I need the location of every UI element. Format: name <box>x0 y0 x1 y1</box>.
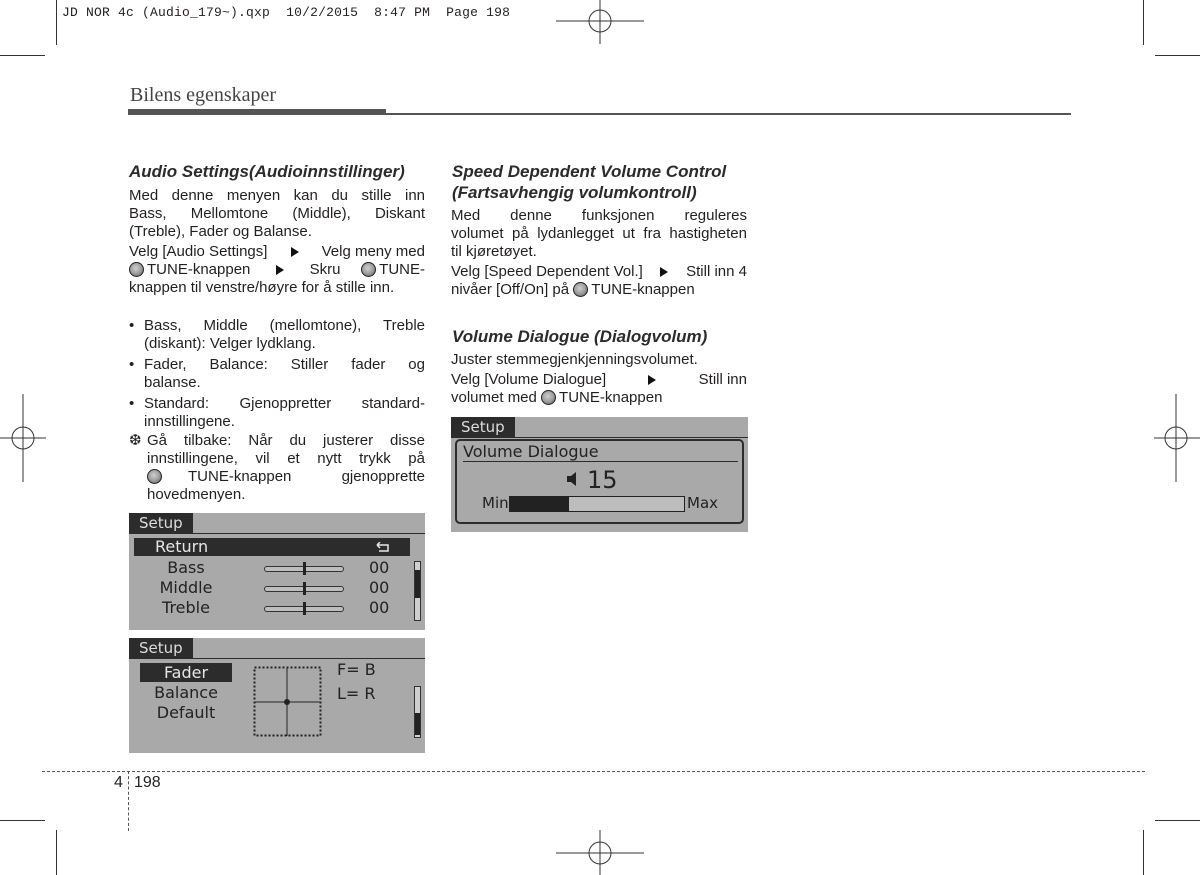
tone-row-treble[interactable]: Treble 00 <box>162 598 390 617</box>
bullet-item: • Bass, Middle (mellomtone), Treble (diskant): Velger lydklang. <box>129 317 425 353</box>
print-date: 10/2/2015 <box>286 5 359 20</box>
volume-dialogue-title: Volume Dialogue <box>463 442 599 461</box>
speaker-icon <box>565 470 581 488</box>
print-page: Page 198 <box>446 5 511 20</box>
fader-readout: F= B <box>337 660 376 679</box>
speed-volume-heading: Speed Dependent Volume Control (Fartsavhengig volumkontroll) <box>452 162 727 202</box>
footer-divider <box>128 771 129 831</box>
balance-readout: L= R <box>337 684 376 703</box>
middle-slider[interactable] <box>264 586 344 592</box>
arrow-right-icon <box>276 265 284 275</box>
footer-rule <box>42 771 1145 772</box>
volume-dialogue-panel <box>455 439 744 524</box>
setup-screen-fader <box>129 638 425 753</box>
volume-dialogue-heading: Volume Dialogue (Dialogvolum) <box>452 327 708 346</box>
volume-value: 15 <box>587 466 618 494</box>
bullet-item: • Standard: Gjenoppretter standard- innstillingene. <box>129 395 425 431</box>
audio-settings-heading: Audio Settings(Audioinnstillinger) <box>129 162 405 181</box>
note-symbol: ❆ <box>129 432 142 449</box>
tone-row-middle[interactable]: Middle 00 <box>159 578 390 597</box>
chapter-number: 4 <box>114 774 123 791</box>
tune-knob-icon <box>573 282 588 297</box>
print-time: 8:47 PM <box>374 5 431 20</box>
arrow-right-icon <box>660 267 668 277</box>
setup-screen-volume-dialogue <box>451 417 748 532</box>
intro-line: Bass, Mellomtone (Middle), Diskant <box>129 205 425 222</box>
audio-settings-intro <box>129 187 425 241</box>
tune-knob-icon <box>361 262 376 277</box>
menu-item-balance[interactable]: Balance <box>154 683 218 702</box>
return-row[interactable] <box>134 538 410 556</box>
instruction-line: knappen til venstre/høyre for å stille inn. <box>129 279 395 296</box>
volume-level-fill <box>510 497 569 511</box>
arrow-right-icon <box>291 247 299 257</box>
print-file: JD NOR 4c (Audio_179~).qxp <box>62 5 271 20</box>
title-rule-dark <box>128 109 386 115</box>
setup-tab: Setup <box>129 513 193 533</box>
return-arrow-icon <box>375 542 391 553</box>
volume-dialogue-text: Juster stemmegjenkjenningsvolumet. Velg [Volume Dialogue] Still inn volumet med TUNE-knappen <box>451 351 747 406</box>
return-label: Return <box>155 537 209 556</box>
go-back-note: ❆ Gå tilbake: Når du justerer disse innstillingene, vil et nytt trykk på TUNE-knappen gjenopprette hovedmenyen. <box>129 432 425 503</box>
bass-slider[interactable] <box>264 566 344 572</box>
audio-settings-bullets <box>129 317 425 434</box>
min-label: Min <box>482 494 509 512</box>
setup-tab: Setup <box>451 417 515 437</box>
page-title: Bilens egenskaper <box>130 84 277 106</box>
menu-item-default[interactable]: Default <box>156 703 216 722</box>
audio-settings-instructions <box>129 243 425 297</box>
max-label: Max <box>687 494 719 512</box>
scrollbar[interactable] <box>414 686 421 738</box>
tone-row-bass[interactable]: Bass 00 <box>167 558 390 577</box>
tune-knob-icon <box>129 262 144 277</box>
intro-line: (Treble), Fader og Balanse. <box>129 223 312 240</box>
arrow-right-icon <box>648 375 656 385</box>
fader-balance-grid[interactable] <box>253 666 323 738</box>
setup-screen-tone <box>129 513 425 630</box>
tune-knob-icon <box>541 390 556 405</box>
volume-level-bar[interactable] <box>509 496 685 512</box>
scrollbar[interactable] <box>414 561 421 621</box>
instruction-line: TUNE-knappen Skru TUNE- <box>129 261 425 279</box>
speed-volume-text: Med denne funksjonen reguleres volumet på lydanlegget ut fra hastigheten til kjøretøyet. Velg [Speed Dependent Vol.] Still inn 4 nivåer [Off/On] på TUNE-knappen <box>451 207 747 298</box>
setup-tab: Setup <box>129 638 193 658</box>
bullet-item: • Fader, Balance: Stiller fader og balanse. <box>129 356 425 392</box>
title-rule <box>386 113 1071 115</box>
menu-item-fader[interactable]: Fader <box>140 663 232 682</box>
instruction-line: Velg [Audio Settings] Velg meny med <box>129 243 425 260</box>
intro-line: Med denne menyen kan du stille inn <box>129 187 425 204</box>
page-number: 198 <box>134 774 161 791</box>
tune-knob-icon <box>147 469 162 484</box>
treble-slider[interactable] <box>264 606 344 612</box>
